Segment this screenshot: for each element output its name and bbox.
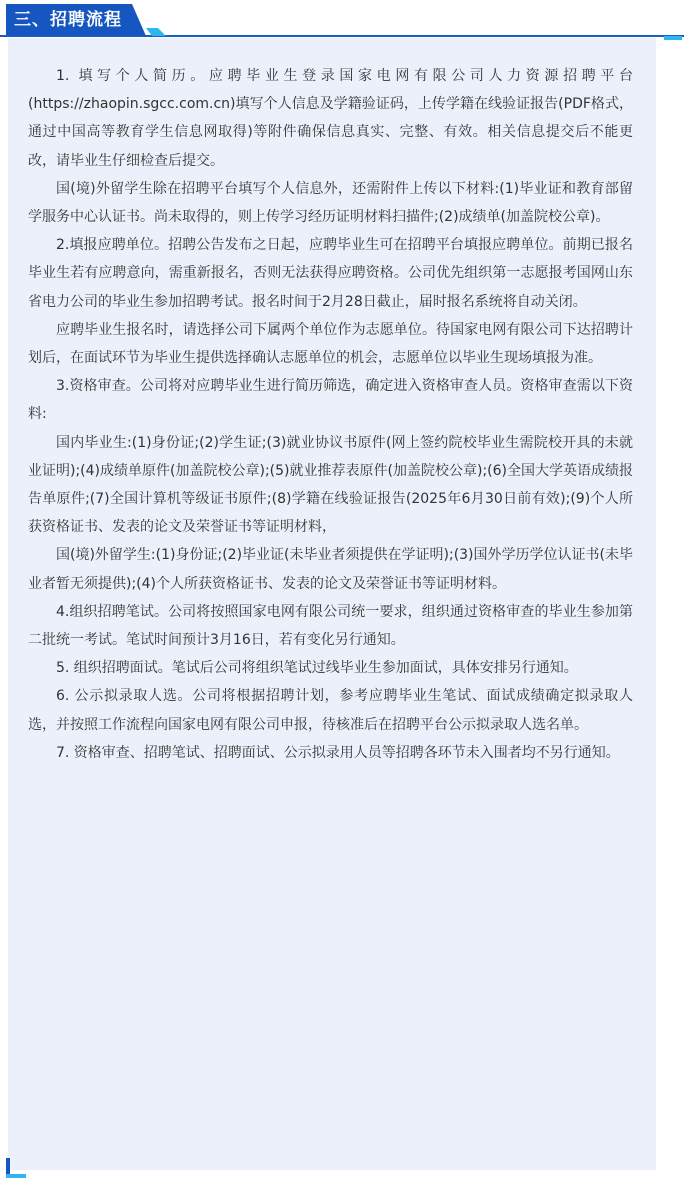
paragraph-step-2: 2.填报应聘单位。招聘公告发布之日起，应聘毕业生可在招聘平台填报应聘单位。前期已报名毕业生若有应聘意向，需重新报名，否则无法获得应聘资格。公司优先组织第一志愿报考国网山东省电力公司的毕业生参加招聘考试。报名时间于2月28日截止，届时报名系统将自动关闭。 bbox=[28, 237, 633, 310]
paragraph-domestic-materials: 国内毕业生:(1)身份证;(2)学生证;(3)就业协议书原件(网上签约院校毕业生需院校开具的未就业证明);(4)成绩单原件(加盖院校公章);(5)就业推荐表原件(加盖院校公章);(6)全国大学英语成绩报告单原件;(7)全国计算机等级证书原件;(8)学籍在线验证报告(2025年6月30日前有效);(9)个人所获资格证书、发表的论文及荣誉证书等证明材料， bbox=[28, 434, 633, 536]
paragraph-step-1: 1. 填写个人简历。应聘毕业生登录国家电网有限公司人力资源招聘平台(https://zhaopin.sgcc.com.cn)填写个人信息及学籍验证码，上传学籍在线验证报告(PDF格式，通过中国高等教育学生信息网取得)等附件确保信息真实、完整、有效。相关信息提交后不能更改，请毕业生仔细检查后提交。 bbox=[28, 68, 633, 169]
paragraph-step-3: 3.资格审查。公司将对应聘毕业生进行简历筛选，确定进入资格审查人员。资格审查需以下资料: bbox=[28, 378, 633, 423]
paragraph-step-6: 6. 公示拟录取人选。公司将根据招聘计划，参考应聘毕业生笔试、面试成绩确定拟录取人选，并按照工作流程向国家电网有限公司申报，待核准后在招聘平台公示拟录取人选名单。 bbox=[28, 688, 633, 733]
paragraph-choose-units: 应聘毕业生报名时，请选择公司下属两个单位作为志愿单位。待国家电网有限公司下达招聘计划后，在面试环节为毕业生提供选择确认志愿单位的机会，志愿单位以毕业生现场填报为准。 bbox=[28, 321, 633, 367]
paragraph-overseas-student-materials: 国(境)外留学生:(1)身份证;(2)毕业证(未毕业者须提供在学证明);(3)国外学历学位认证书(未毕业者暂无须提供);(4)个人所获资格证书、发表的论文及荣誉证书等证明材料。 bbox=[28, 547, 633, 592]
paragraph-step-4: 4.组织招聘笔试。公司将按照国家电网有限公司统一要求，组织通过资格审查的毕业生参加第二批统一考试。笔试时间预计3月16日，若有变化另行通知。 bbox=[28, 603, 633, 649]
paragraph-overseas-materials: 国(境)外留学生除在招聘平台填写个人信息外，还需附件上传以下材料:(1)毕业证和教育部留学服务中心认证书。尚未取得的，则上传学习经历证明材料扫描件;(2)成绩单(加盖院校公章)。 bbox=[28, 180, 633, 226]
recruitment-process-text bbox=[28, 62, 633, 767]
paragraph-step-5: 5. 组织招聘面试。笔试后公司将组织笔试过线毕业生参加面试，具体安排另行通知。 bbox=[56, 660, 578, 677]
section-title: 三、招聘流程 bbox=[14, 10, 122, 30]
section-header bbox=[0, 0, 684, 40]
header-corner-accent bbox=[664, 36, 682, 40]
footer-corner-accent-horizontal bbox=[6, 1174, 26, 1178]
paragraph-step-7: 7. 资格审查、招聘笔试、招聘面试、公示拟录用人员等招聘各环节未入围者均不另行通知。 bbox=[56, 744, 620, 761]
